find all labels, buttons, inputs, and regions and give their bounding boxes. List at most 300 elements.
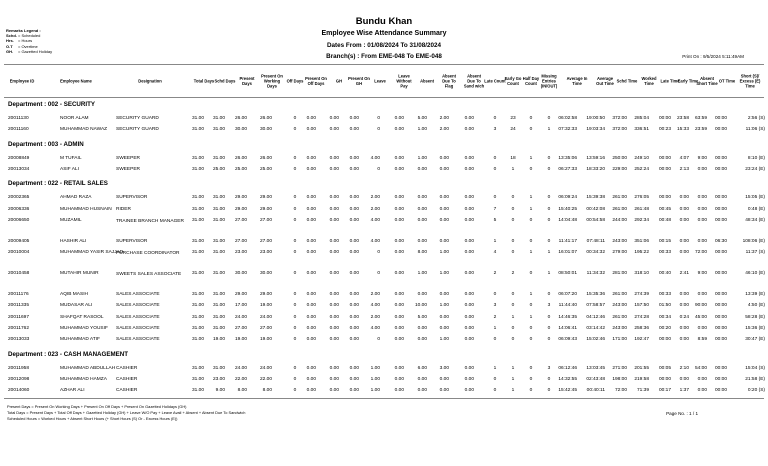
- cell-missing-entries-in-out: 0: [547, 116, 551, 121]
- cell-absent-due-to-flag: 1.00: [439, 271, 449, 277]
- cell-gh: 0.00: [329, 292, 339, 298]
- cell-present-on-gh: 0.00: [349, 326, 359, 331]
- cell-absent: 0.00: [417, 206, 427, 212]
- cell-present-on-working-days: 19.00: [259, 303, 272, 309]
- cell-absent-short-time: 0:00: [697, 206, 707, 212]
- cell-early-time: 4:07: [679, 155, 689, 161]
- cell-present-on-working-days: 19.00: [259, 337, 272, 343]
- cell-present-on-gh: 0.00: [349, 292, 359, 298]
- date-range: Dates From : 01/08/2024 To 31/08/2024: [327, 42, 441, 49]
- cell-designation: CASHIER: [116, 388, 138, 394]
- cell-average-in-time: 07:32:33: [558, 127, 577, 133]
- cell-leave-without-pay: 0.00: [394, 166, 404, 172]
- cell-total-days: 31.00: [191, 116, 204, 121]
- cell-average-in-time: 06:09:24: [558, 195, 577, 201]
- cell-schd-days: 31.00: [212, 155, 225, 161]
- cell-half-day-count: 0: [529, 337, 533, 343]
- legend-item: GH. = Gazetted Holiday: [6, 48, 53, 54]
- cell-schd-time: 372:00: [612, 116, 627, 121]
- cell-late-time: 00:00: [658, 337, 671, 343]
- cell-worked-time: 201:55: [634, 365, 649, 371]
- cell-employee-id: 20011958: [8, 365, 29, 371]
- cell-late-count: 3: [493, 303, 497, 309]
- cell-short-s-excess-e-time: 15:36 (E): [745, 326, 765, 331]
- cell-designation: SWEEPER: [116, 155, 140, 161]
- cell-schd-time: 372:00: [612, 127, 627, 133]
- cell-absent: 0.00: [417, 326, 427, 331]
- footer-note-present-days: Present Days = Present On Working Days + Present On Off Days + Present On Gazetted Holidays (GH): [7, 404, 187, 409]
- cell-schd-days: 25.00: [212, 166, 225, 172]
- cell-absent: 5.00: [417, 116, 427, 121]
- cell-absent-due-to-flag: 0.00: [439, 166, 449, 172]
- cell-schd-days: 9.00: [215, 388, 225, 394]
- cell-gh: 0.00: [329, 155, 339, 161]
- cell-schd-time: 72:00: [614, 388, 627, 394]
- cell-missing-entries-in-out: 3: [547, 303, 551, 309]
- cell-present-days: 26.00: [234, 155, 247, 161]
- cell-absent-due-to-flag: 0.00: [439, 155, 449, 161]
- cell-missing-entries-in-out: 0: [547, 155, 551, 161]
- cell-leave-without-pay: 0.00: [394, 376, 404, 382]
- cell-schd-time: 279:00: [612, 250, 627, 256]
- cell-off-days: 0: [293, 195, 297, 201]
- cell-present-on-gh: 0.00: [349, 217, 359, 223]
- cell-absent-short-time: 0:00: [697, 388, 707, 394]
- cell-present-on-gh: 0.00: [349, 337, 359, 343]
- cell-early-go-count: 0: [511, 250, 515, 256]
- cell-early-time: 0:00: [679, 217, 689, 223]
- cell-present-on-off-days: 0.00: [306, 303, 316, 309]
- cell-ot-time: 00:00: [714, 303, 727, 309]
- cell-gh: 0.00: [329, 166, 339, 172]
- cell-present-days: 24.00: [234, 314, 247, 320]
- cell-leave-without-pay: 0.00: [394, 271, 404, 277]
- cell-present-on-off-days: 0.00: [306, 271, 316, 277]
- cell-early-time: 15:33: [676, 127, 689, 133]
- cell-absent-due-to-sand-wich: 0.00: [464, 388, 474, 394]
- cell-designation: SALES ASSOCIATE: [116, 337, 160, 343]
- header-top-rule: [4, 64, 764, 65]
- cell-absent-due-to-sand-wich: 0.00: [464, 326, 474, 331]
- cell-off-days: 0: [293, 337, 297, 343]
- cell-present-days: 8.00: [237, 388, 247, 394]
- column-header-present-days: Present Days: [239, 76, 255, 86]
- cell-absent-due-to-sand-wich: 0.00: [464, 217, 474, 223]
- cell-half-day-count: 0: [529, 127, 533, 133]
- cell-average-out-time: 07:48:11: [586, 238, 605, 244]
- cell-early-go-count: 0: [511, 206, 515, 212]
- cell-present-on-off-days: 0.00: [306, 337, 316, 343]
- cell-employee-name: M TUFAIL: [60, 155, 82, 161]
- cell-late-count: 2: [493, 271, 497, 277]
- cell-present-on-gh: 0.00: [349, 250, 359, 256]
- cell-early-go-count: 0: [511, 238, 515, 244]
- cell-half-day-count: 0: [529, 271, 533, 277]
- cell-absent: 0.00: [417, 388, 427, 394]
- cell-average-in-time: 11:44:40: [558, 303, 577, 309]
- cell-schd-time: 244:00: [612, 217, 627, 223]
- cell-absent-short-time: 0:00: [697, 292, 707, 298]
- cell-present-days: 27.00: [234, 326, 247, 331]
- cell-ot-time: 00:00: [714, 166, 727, 172]
- cell-employee-id: 20010004: [8, 250, 30, 256]
- cell-missing-entries-in-out: 3: [547, 365, 551, 371]
- cell-absent-short-time: 0:00: [697, 238, 707, 244]
- cell-early-go-count: 18: [510, 155, 516, 161]
- cell-absent: 0.00: [417, 337, 427, 343]
- cell-late-count: 1: [493, 238, 497, 244]
- cell-employee-name: NOOR ALAM: [60, 116, 89, 121]
- cell-worked-time: 274:39: [634, 292, 649, 298]
- cell-leave-without-pay: 0.00: [394, 206, 404, 212]
- cell-present-on-off-days: 0.00: [306, 127, 316, 133]
- cell-late-time: 00:00: [658, 376, 671, 382]
- cell-early-time: 0:00: [679, 326, 689, 331]
- cell-present-on-off-days: 0.00: [306, 206, 316, 212]
- cell-short-s-excess-e-time: 2:56 (S): [747, 116, 765, 121]
- cell-late-time: 00:00: [658, 195, 671, 201]
- cell-average-out-time: 19:03:34: [586, 127, 605, 133]
- cell-off-days: 0: [293, 250, 297, 256]
- cell-early-time: 2:41: [679, 271, 689, 277]
- cell-present-on-working-days: 24.00: [259, 314, 272, 320]
- cell-present-on-off-days: 0.00: [306, 388, 316, 394]
- cell-present-on-gh: 0.00: [349, 127, 359, 133]
- cell-total-days: 31.00: [191, 217, 204, 223]
- cell-present-on-gh: 0.00: [349, 271, 359, 277]
- cell-average-out-time: 00:54:58: [586, 217, 605, 223]
- cell-ot-time: 00:00: [714, 116, 727, 121]
- cell-schd-time: 229:00: [612, 166, 627, 172]
- cell-schd-time: 261:00: [612, 206, 627, 212]
- column-header-short-s-excess-e-time: Short (S)/ Excess (E) Time: [739, 73, 761, 89]
- report-title: Employee Wise Attendance Summary: [321, 30, 447, 37]
- cell-present-on-gh: 0.00: [349, 314, 359, 320]
- cell-absent-due-to-sand-wich: 0.00: [464, 116, 474, 121]
- cell-absent-short-time: 0:00: [697, 376, 707, 382]
- cell-ot-time: 06:30: [714, 238, 727, 244]
- cell-leave-without-pay: 0.00: [394, 314, 404, 320]
- cell-short-s-excess-e-time: 23:24 (E): [745, 166, 765, 172]
- cell-early-time: 0:24: [679, 314, 689, 320]
- cell-early-time: 0:00: [679, 303, 689, 309]
- cell-total-days: 31.00: [191, 292, 204, 298]
- cell-present-on-working-days: 30.00: [259, 271, 272, 277]
- cell-missing-entries-in-out: 1: [547, 127, 551, 133]
- column-header-early-go-count: Early Go Count: [504, 76, 522, 86]
- cell-schd-days: 31.00: [212, 303, 225, 309]
- page-number: Page No. : 1 / 1: [666, 411, 698, 416]
- department-heading: Department : 003 - ADMIN: [8, 140, 84, 148]
- cell-late-time: 00:00: [658, 166, 671, 172]
- cell-employee-id: 20013034: [8, 166, 30, 172]
- cell-leave: 2.00: [370, 292, 380, 298]
- cell-absent-due-to-flag: 0.00: [439, 292, 449, 298]
- cell-present-on-working-days: 8.00: [262, 388, 272, 394]
- cell-schd-days: 31.00: [212, 292, 225, 298]
- cell-late-count: 0: [493, 376, 497, 382]
- cell-worked-time: 318:10: [634, 271, 649, 277]
- cell-total-days: 31.00: [191, 127, 204, 133]
- cell-employee-name: MUDASAR ALI: [60, 303, 93, 309]
- cell-late-count: 4: [493, 250, 497, 256]
- cell-absent-short-time: 54:00: [694, 365, 707, 371]
- cell-off-days: 0: [293, 127, 297, 133]
- cell-employee-name: HASHIR ALI: [60, 238, 87, 244]
- cell-total-days: 31.00: [191, 337, 204, 343]
- cell-employee-name: SHAFQAT RASOOL: [60, 314, 104, 320]
- cell-designation: CASHIER: [116, 365, 138, 371]
- cell-present-days: 29.00: [234, 206, 247, 212]
- cell-leave: 0: [377, 127, 380, 133]
- cell-designation: SUPERVISOR: [116, 238, 148, 244]
- cell-average-out-time: 00:40:11: [586, 388, 605, 394]
- cell-leave-without-pay: 0.00: [394, 217, 404, 223]
- cell-employee-name: MUZAMIL: [60, 217, 82, 223]
- cell-designation: SALES ASSOCIATE: [116, 292, 160, 298]
- cell-late-time: 00:33: [658, 250, 671, 256]
- cell-present-on-off-days: 0.00: [306, 195, 316, 201]
- cell-designation: SECURITY GUARD: [116, 127, 159, 133]
- cell-employee-id: 20011697: [8, 314, 29, 320]
- cell-missing-entries-in-out: 0: [547, 337, 551, 343]
- cell-total-days: 31.00: [191, 166, 204, 172]
- cell-absent-due-to-flag: 0.00: [439, 376, 449, 382]
- cell-schd-time: 198:00: [612, 376, 627, 382]
- cell-worked-time: 157:50: [634, 303, 649, 309]
- cell-schd-time: 271:00: [612, 365, 627, 371]
- cell-employee-id: 20010458: [8, 271, 30, 277]
- cell-early-time: 0:00: [679, 250, 689, 256]
- cell-leave-without-pay: 0.00: [394, 337, 404, 343]
- cell-employee-id: 20006650: [8, 217, 30, 223]
- cell-gh: 0.00: [329, 116, 339, 121]
- cell-employee-name: MUHAMMAD ABDULLAH: [60, 365, 116, 371]
- cell-leave: 4.00: [370, 303, 380, 309]
- cell-average-out-time: 02:43:48: [586, 376, 605, 382]
- cell-gh: 0.00: [329, 238, 339, 244]
- cell-employee-id: 20006336: [8, 206, 30, 212]
- cell-ot-time: 00:00: [714, 155, 727, 161]
- column-header-late-time: Late Time: [660, 78, 680, 84]
- cell-missing-entries-in-out: 1: [547, 271, 551, 277]
- cell-off-days: 0: [293, 365, 297, 371]
- cell-missing-entries-in-out: 0: [547, 326, 551, 331]
- cell-employee-id: 20013033: [8, 337, 30, 343]
- cell-late-time: 01:50: [658, 303, 671, 309]
- cell-present-on-off-days: 0.00: [306, 250, 316, 256]
- column-header-leave-without-pay: Leave Without Pay: [396, 73, 412, 89]
- cell-late-time: 00:48: [658, 217, 671, 223]
- cell-early-go-count: 1: [511, 365, 515, 371]
- cell-average-in-time: 06:12:46: [558, 365, 577, 371]
- cell-designation: SWEEPER: [116, 166, 140, 172]
- cell-short-s-excess-e-time: 58:28 (E): [745, 314, 765, 320]
- cell-gh: 0.00: [329, 250, 339, 256]
- cell-short-s-excess-e-time: 30:47 (E): [745, 337, 765, 343]
- cell-short-s-excess-e-time: 0:20 (S): [747, 388, 765, 394]
- cell-absent-due-to-flag: 1.00: [439, 250, 449, 256]
- cell-ot-time: 00:00: [714, 376, 727, 382]
- cell-absent: 0.00: [417, 292, 427, 298]
- cell-employee-id: 20011335: [8, 303, 29, 309]
- cell-early-time: 0:00: [679, 292, 689, 298]
- cell-half-day-count: 0: [529, 166, 533, 172]
- cell-total-days: 31.00: [191, 271, 204, 277]
- cell-average-out-time: 13:59:16: [586, 155, 605, 161]
- cell-leave: 1.00: [370, 365, 380, 371]
- cell-average-out-time: 18:33:20: [586, 166, 605, 172]
- cell-early-go-count: 0: [511, 217, 515, 223]
- cell-leave: 1.00: [370, 376, 380, 382]
- cell-schd-days: 31.00: [212, 238, 225, 244]
- cell-gh: 0.00: [329, 206, 339, 212]
- cell-gh: 0.00: [329, 376, 339, 382]
- cell-schd-time: 171:00: [612, 337, 627, 343]
- cell-absent-due-to-flag: 3.00: [439, 365, 449, 371]
- cell-short-s-excess-e-time: 15:05 (E): [745, 195, 765, 201]
- cell-present-days: 17.00: [234, 303, 247, 309]
- cell-missing-entries-in-out: 0: [547, 195, 551, 201]
- cell-early-time: 0:00: [679, 337, 689, 343]
- cell-present-days: 22.00: [234, 376, 247, 382]
- cell-present-on-gh: 0.00: [349, 206, 359, 212]
- column-header-leave: Leave: [374, 78, 386, 84]
- cell-off-days: 0: [293, 271, 297, 277]
- cell-schd-time: 281:00: [612, 271, 627, 277]
- cell-leave-without-pay: 0.00: [394, 195, 404, 201]
- cell-early-go-count: 23: [510, 116, 516, 121]
- cell-leave-without-pay: 0.00: [394, 116, 404, 121]
- cell-absent: 1.00: [417, 127, 427, 133]
- cell-absent: 10.00: [414, 303, 427, 309]
- cell-absent-short-time: 23:59: [694, 127, 707, 133]
- cell-early-time: 2:10: [679, 365, 689, 371]
- cell-schd-time: 243:00: [612, 238, 627, 244]
- cell-total-days: 31.00: [191, 365, 204, 371]
- cell-absent-due-to-flag: 0.00: [439, 206, 449, 212]
- column-header-worked-time: Worked Time: [641, 76, 657, 86]
- cell-present-on-working-days: 26.00: [259, 155, 272, 161]
- cell-short-s-excess-e-time: 0:48 (E): [747, 206, 765, 212]
- cell-half-day-count: 1: [529, 155, 533, 161]
- cell-late-count: 1: [493, 365, 497, 371]
- cell-missing-entries-in-out: 0: [547, 292, 551, 298]
- cell-average-in-time: 06:07:20: [558, 292, 577, 298]
- cell-average-out-time: 00:42:08: [586, 206, 605, 212]
- column-header-present-on-off-days: Present On Off Days: [305, 76, 327, 86]
- cell-absent: 8.00: [417, 250, 427, 256]
- cell-early-time: 0:00: [679, 195, 689, 201]
- cell-short-s-excess-e-time: 4:50 (E): [747, 303, 765, 309]
- cell-average-in-time: 06:02:58: [558, 116, 577, 121]
- cell-leave: 0: [377, 116, 380, 121]
- cell-ot-time: 00:00: [714, 250, 727, 256]
- column-header-present-on-working-days: Present On Working Days: [261, 73, 283, 89]
- cell-ot-time: 00:00: [714, 314, 727, 320]
- legend-item: Hrs. = Hours: [6, 38, 33, 44]
- cell-average-out-time: 00:34:32: [586, 250, 605, 256]
- cell-off-days: 0: [293, 155, 297, 161]
- cell-off-days: 0: [293, 206, 297, 212]
- cell-absent-short-time: 9:00: [697, 155, 707, 161]
- cell-present-on-gh: 0.00: [349, 376, 359, 382]
- cell-leave-without-pay: 0.00: [394, 303, 404, 309]
- cell-short-s-excess-e-time: 13:39 (E): [745, 292, 765, 298]
- cell-late-time: 00:15: [658, 238, 671, 244]
- cell-leave: 0: [377, 337, 380, 343]
- cell-leave-without-pay: 0.00: [394, 127, 404, 133]
- cell-schd-time: 261:00: [612, 292, 627, 298]
- cell-schd-time: 250:00: [612, 155, 627, 161]
- cell-leave: 0: [377, 166, 380, 172]
- cell-leave: 0: [377, 250, 380, 256]
- cell-short-s-excess-e-time: 11:06 (S): [745, 127, 765, 133]
- cell-absent-due-to-sand-wich: 0.00: [464, 271, 474, 277]
- cell-off-days: 0: [293, 388, 297, 394]
- cell-leave: 4.00: [370, 217, 380, 223]
- cell-average-out-time: 19:00:50: [586, 116, 605, 121]
- cell-absent-due-to-flag: 1.00: [439, 303, 449, 309]
- cell-average-in-time: 15:40:25: [558, 206, 577, 212]
- cell-designation: SWEETS SALES ASSOCIATE: [116, 272, 182, 278]
- cell-half-day-count: 1: [529, 250, 533, 256]
- cell-absent: 6.00: [417, 365, 427, 371]
- cell-early-go-count: 2: [511, 271, 515, 277]
- cell-gh: 0.00: [329, 314, 339, 320]
- cell-absent-due-to-flag: 1.00: [439, 337, 449, 343]
- cell-worked-time: 71:39: [636, 388, 649, 394]
- cell-employee-id: 20012098: [8, 376, 30, 382]
- cell-absent-due-to-flag: 0.00: [439, 326, 449, 331]
- cell-early-go-count: 1: [511, 388, 515, 394]
- cell-employee-id: 20014060: [8, 388, 30, 394]
- cell-present-on-gh: 0.00: [349, 116, 359, 121]
- cell-present-on-gh: 0.00: [349, 155, 359, 161]
- cell-leave: 2.00: [370, 314, 380, 320]
- cell-worked-time: 192:47: [634, 337, 649, 343]
- cell-absent-due-to-flag: 0.00: [439, 238, 449, 244]
- cell-short-s-excess-e-time: 108:06 (E): [742, 238, 765, 244]
- cell-late-count: 5: [493, 217, 497, 223]
- cell-leave-without-pay: 0.00: [394, 238, 404, 244]
- cell-present-days: 30.00: [234, 271, 247, 277]
- cell-schd-days: 31.00: [212, 271, 225, 277]
- cell-missing-entries-in-out: 0: [547, 166, 551, 172]
- cell-absent-due-to-flag: 0.00: [439, 217, 449, 223]
- cell-off-days: 0: [293, 217, 297, 223]
- cell-absent-due-to-flag: 0.00: [439, 195, 449, 201]
- cell-average-in-time: 14:46:35: [558, 314, 577, 320]
- cell-present-on-working-days: 22.00: [259, 376, 272, 382]
- cell-gh: 0.00: [329, 326, 339, 331]
- cell-short-s-excess-e-time: 46:10 (E): [745, 271, 765, 277]
- cell-leave: 2.00: [370, 206, 380, 212]
- cell-early-go-count: 24: [510, 127, 516, 133]
- column-header-schd-days: Schd Days: [214, 78, 236, 84]
- column-header-half-day-count: Half Day Count: [522, 76, 540, 86]
- cell-half-day-count: 0: [529, 326, 533, 331]
- cell-absent-short-time: 8:59: [697, 337, 707, 343]
- cell-designation: CASHIER: [116, 376, 138, 382]
- cell-absent-due-to-sand-wich: 0.00: [464, 195, 474, 201]
- cell-present-on-off-days: 0.00: [306, 365, 316, 371]
- cell-worked-time: 252:24: [634, 166, 649, 172]
- cell-average-out-time: 15:02:46: [586, 337, 605, 343]
- cell-leave: 4.00: [370, 326, 380, 331]
- column-header-employee-name: Employee Name: [60, 78, 92, 84]
- cell-absent: 0.00: [417, 166, 427, 172]
